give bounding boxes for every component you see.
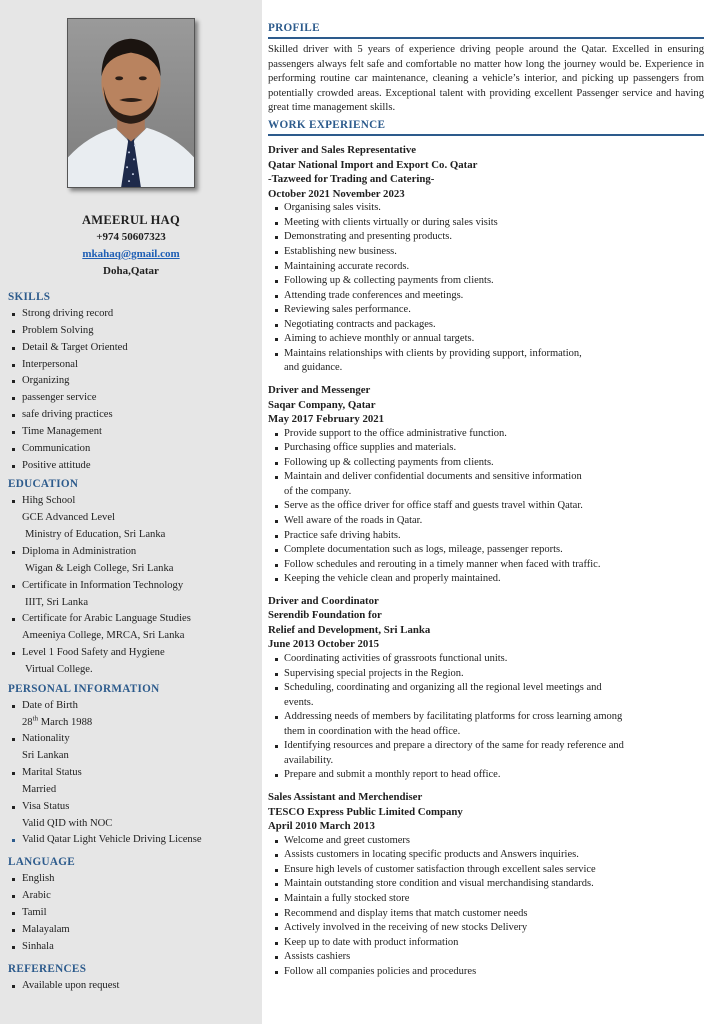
job-employer: Saqar Company, Qatar <box>268 398 376 411</box>
job-duty-item <box>274 739 704 768</box>
job-duty-item <box>274 470 704 499</box>
job-title: Sales Assistant and Merchendiser <box>268 791 423 803</box>
job-duty-item <box>274 289 704 304</box>
job-list <box>268 143 704 979</box>
job-duty-text: Assists cashiers <box>284 951 351 963</box>
job-duty-text: Negotiating contracts and packages. <box>284 318 436 330</box>
job-title: Driver and Messenger <box>268 383 371 396</box>
job-entry <box>268 143 704 376</box>
job-duties-list <box>274 427 704 587</box>
job-duty-item <box>274 514 704 529</box>
job-duty-text: Meeting with clients virtually or during sales visits <box>284 216 498 228</box>
job-duty-text: availability. <box>284 754 334 766</box>
job-duty-text: Welcome and greet customers <box>284 834 410 846</box>
job-duty-text: Identifying resources and prepare a directory of the same for ready reference and <box>284 740 624 752</box>
job-duty-text: Purchasing office supplies and materials. <box>284 442 457 454</box>
job-duty-text: Well aware of the roads in Qatar. <box>284 514 423 526</box>
skill-item: Positive attitude <box>8 458 260 475</box>
skill-item: passenger service <box>8 390 260 407</box>
job-duty-text: Keep up to date with product information <box>284 936 459 948</box>
job-duty-item <box>274 456 704 471</box>
job-duty-item <box>274 303 704 318</box>
personal-item-marital <box>8 765 260 799</box>
profile-heading: PROFILE <box>268 20 704 39</box>
education-title: Hihg School <box>22 495 76 507</box>
job-duty-text: Demonstrating and presenting products. <box>284 231 452 243</box>
language-item: Tamil <box>8 905 260 922</box>
skills-heading: SKILLS <box>8 291 51 303</box>
personal-info-heading: PERSONAL INFORMATION <box>8 682 160 695</box>
location: Doha,Qatar <box>103 265 159 277</box>
nationality-value: Sri Lankan <box>22 750 69 762</box>
language-item: English <box>8 871 260 888</box>
sidebar-sections <box>8 285 260 994</box>
job-duty-item <box>274 558 704 573</box>
job-duty-text: Reviewing sales performance. <box>284 304 411 316</box>
job-duty-item <box>274 427 704 442</box>
job-duty-text: Attending trade conferences and meetings. <box>284 289 464 301</box>
job-duty-text: Recommend and display items that match customer needs <box>284 907 528 919</box>
education-list <box>8 493 260 678</box>
job-dates: October 2021 November 2023 <box>268 187 405 200</box>
job-duty-text: Maintains relationships with clients by providing support, information, <box>284 347 582 359</box>
job-duty-text: Ensure high levels of customer satisfaction through excellent sales service <box>284 863 596 875</box>
job-employer: Serendib Foundation for <box>268 609 382 622</box>
job-duty-text: Keeping the vehicle clean and properly maintained. <box>284 573 501 585</box>
job-duty-text: Aiming to achieve monthly or annual targets. <box>284 333 475 345</box>
job-duty-item <box>274 652 704 667</box>
job-duty-item <box>274 274 704 289</box>
job-duty-item <box>274 921 704 936</box>
job-duties-list <box>274 652 704 783</box>
education-detail: Wigan & Leigh College, Sri Lanka <box>25 562 174 574</box>
job-duty-text: Coordinating activities of grassroots functional units. <box>284 653 508 665</box>
job-duty-text: Maintain outstanding store condition and visual merchandising standards. <box>284 878 594 890</box>
job-entry <box>268 594 704 783</box>
job-duty-text: Maintain and deliver confidential documents and sensitive information <box>284 471 582 483</box>
job-duty-text: Serve as the office driver for office staff and guests travel within Qatar. <box>284 500 583 512</box>
personal-item-visa <box>8 799 260 833</box>
education-title: Certificate in Information Technology <box>22 579 184 591</box>
job-employer: TESCO Express Public Limited Company <box>268 805 463 818</box>
job-duty-item <box>274 332 704 347</box>
job-duty-text: Maintaining accurate records. <box>284 260 410 272</box>
job-duty-item <box>274 834 704 849</box>
education-heading: EDUCATION <box>8 478 79 491</box>
job-duty-item <box>274 572 704 587</box>
education-title: Level 1 Food Safety and Hygiene <box>22 647 165 659</box>
dob-value: 28th March 1988 <box>22 714 93 728</box>
job-duty-item <box>274 347 704 376</box>
job-duty-item <box>274 681 704 710</box>
personal-item-nationality <box>8 731 260 765</box>
skill-item: Interpersonal <box>8 357 260 374</box>
personal-item-dob <box>8 698 260 732</box>
job-duty-text: and guidance. <box>284 362 343 374</box>
education-item <box>8 544 260 578</box>
job-duty-item <box>274 216 704 231</box>
email-link[interactable]: mkahaq@gmail.com <box>82 248 180 260</box>
job-duty-text: Following up & collecting payments from clients. <box>284 275 494 287</box>
job-duty-text: of the company. <box>284 485 352 497</box>
job-dates: May 2017 February 2021 <box>268 413 385 426</box>
education-item <box>8 645 260 679</box>
job-duty-item <box>274 848 704 863</box>
education-item <box>8 578 260 612</box>
job-duty-text: Prepare and submit a monthly report to head office. <box>284 769 501 781</box>
job-duty-item <box>274 907 704 922</box>
skill-item: Time Management <box>8 424 260 441</box>
profile-summary: Skilled driver with 5 years of experience driving people around the Qatar. Excelled in ensuring passengers always felt safe and comfortable no matter how long the journey would be. Experience in performing routine car maintenance, cleaning a vehicle’s interior, and picking up passengers from potentially crowded areas. Exceptional talent with providing excellent Passenger service and having great time management skills. <box>268 44 704 114</box>
education-item <box>8 611 260 645</box>
personal-info-list <box>8 698 260 850</box>
references-list <box>8 978 260 995</box>
job-duty-text: Provide support to the office administrative function. <box>284 427 507 439</box>
skills-list <box>8 306 260 474</box>
job-duty-item <box>274 710 704 739</box>
language-item: Malayalam <box>8 922 260 939</box>
job-duty-text: Organising sales visits. <box>284 202 381 214</box>
job-title: Driver and Sales Representative <box>268 143 417 156</box>
job-duty-text: Supervising special projects in the Region. <box>284 667 464 679</box>
job-employer: Qatar National Import and Export Co. Qatar <box>268 158 478 171</box>
job-duty-text: them in coordination with the head office. <box>284 725 461 737</box>
job-duty-item <box>274 529 704 544</box>
job-duty-text: Assists customers in locating specific products and Answers inquiries. <box>284 849 579 861</box>
phone-number: +974 50607323 <box>96 231 166 243</box>
personal-item-license: Valid Qatar Light Vehicle Driving License <box>8 832 260 849</box>
job-duty-item <box>274 318 704 333</box>
education-detail: Virtual College. <box>25 663 93 675</box>
main-content <box>268 20 704 979</box>
skill-item: safe driving practices <box>8 407 260 424</box>
education-detail: Ameeniya College, MRCA, Sri Lanka <box>22 630 185 642</box>
job-duty-item <box>274 667 704 682</box>
job-entry <box>268 383 704 587</box>
education-detail: Ministry of Education, Sri Lanka <box>25 529 166 541</box>
job-duty-text: Follow schedules and rerouting in a timely manner when faced with traffic. <box>284 558 601 570</box>
job-duty-text: events. <box>284 696 314 708</box>
job-duty-item <box>274 230 704 245</box>
job-duty-text: Scheduling, coordinating and organizing all the regional level meetings and <box>284 682 602 694</box>
contact-block <box>0 211 262 280</box>
job-duty-item <box>274 877 704 892</box>
profile-photo <box>67 18 195 188</box>
reference-item: Available upon request <box>8 978 260 995</box>
sidebar <box>0 0 262 1024</box>
marital-value: Married <box>22 783 57 795</box>
education-item <box>8 493 260 544</box>
job-duty-item <box>274 543 704 558</box>
job-duty-text: Practice safe driving habits. <box>284 529 401 541</box>
language-item: Sinhala <box>8 939 260 956</box>
job-duty-item <box>274 936 704 951</box>
job-duties-list <box>274 834 704 979</box>
dob-label: Date of Birth <box>22 699 78 711</box>
job-dates: June 2013 October 2015 <box>268 638 380 651</box>
education-detail: GCE Advanced Level <box>22 512 115 524</box>
job-duty-text: Follow all companies policies and procedures <box>284 965 477 977</box>
job-entry <box>268 790 704 979</box>
job-duty-text: Addressing needs of members by facilitating platforms for cross learning among <box>284 711 623 723</box>
job-duty-item <box>274 260 704 275</box>
job-duty-text: Actively involved in the receiving of new stocks Delivery <box>284 922 528 934</box>
skill-item: Strong driving record <box>8 306 260 323</box>
marital-label: Marital Status <box>22 767 82 779</box>
references-heading: REFERENCES <box>8 962 87 975</box>
education-title: Diploma in Administration <box>22 545 137 557</box>
language-list <box>8 871 260 955</box>
job-duty-item <box>274 441 704 456</box>
work-experience-heading: WORK EXPERIENCE <box>268 117 704 136</box>
education-title: Certificate for Arabic Language Studies <box>22 613 191 625</box>
job-duty-item <box>274 245 704 260</box>
visa-value: Valid QID with NOC <box>22 817 113 829</box>
skill-item: Communication <box>8 441 260 458</box>
nationality-label: Nationality <box>22 733 70 745</box>
job-dates: April 2010 March 2013 <box>268 820 375 833</box>
job-title: Driver and Coordinator <box>268 594 379 607</box>
job-duty-text: Establishing new business. <box>284 245 397 257</box>
job-duty-item <box>274 201 704 216</box>
education-detail: IIIT, Sri Lanka <box>25 596 89 608</box>
skill-item: Problem Solving <box>8 323 260 340</box>
portrait-image <box>68 19 194 187</box>
job-duty-item <box>274 863 704 878</box>
job-duty-text: Following up & collecting payments from clients. <box>284 456 494 468</box>
job-duty-text: Maintain a fully stocked store <box>284 892 410 904</box>
skill-item: Organizing <box>8 373 260 390</box>
job-employer: -Tazweed for Trading and Catering- <box>268 173 435 186</box>
language-heading: LANGUAGE <box>8 856 76 869</box>
visa-label: Visa Status <box>22 800 70 812</box>
job-duty-item <box>274 892 704 907</box>
language-item: Arabic <box>8 888 260 905</box>
skill-item: Detail & Target Oriented <box>8 340 260 357</box>
job-duty-item <box>274 768 704 783</box>
job-duty-item <box>274 950 704 965</box>
job-duties-list <box>274 201 704 376</box>
job-employer: Relief and Development, Sri Lanka <box>268 623 431 636</box>
job-duty-item <box>274 965 704 980</box>
job-duty-item <box>274 499 704 514</box>
person-name: AMEERUL HAQ <box>81 213 181 227</box>
job-duty-text: Complete documentation such as logs, mileage, passenger reports. <box>284 544 563 556</box>
